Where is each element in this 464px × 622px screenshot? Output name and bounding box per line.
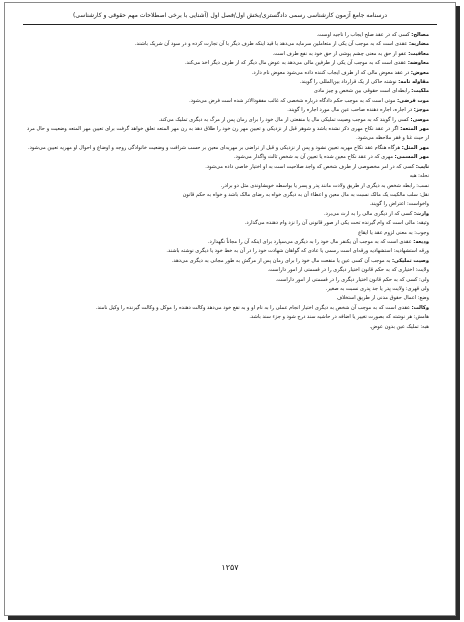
glossary-definition: عقدی است که به موجب آن یکی از طرفین مالی می‌دهد به عوض مال دیگر که از طرف دیگر اخذ می‌کند. (184, 60, 408, 67)
glossary-definition: مهری که در عقد نکاح معین شده یا تعیین آن به شخص ثالث واگذار می‌شود. (234, 154, 395, 161)
glossary-definition: موتی است که به موجب حکم دادگاه درباره شخصی که غائب مفقودالاثر شده است فرض می‌شود. (189, 97, 398, 104)
glossary-definition: نحله: هبه (409, 173, 429, 180)
glossary-entry (27, 229, 429, 238)
glossary-entry (27, 31, 429, 40)
glossary-entry (27, 210, 429, 219)
glossary-definition: نوشته حاکی از یک قرارداد بین‌المللی را گویند. (299, 79, 399, 86)
glossary-term: معاوضه: (407, 60, 429, 67)
glossary-entry (27, 97, 429, 106)
glossary-entry (27, 266, 429, 275)
page-number: ۱۲۵۷ (221, 563, 239, 572)
glossary-term: ودیعه: (413, 238, 429, 245)
glossary-entry (27, 87, 429, 96)
glossary-definition: وجوب: به معنی لزوم عقد یا ایقاع (358, 229, 429, 236)
glossary-entry (27, 304, 429, 313)
glossary-entry (27, 285, 429, 294)
glossary-term: مصالح: (411, 32, 429, 38)
glossary-term: موت فرضی: (397, 97, 429, 104)
glossary-term: ملکیت: (411, 88, 429, 95)
glossary-term: معوض: (410, 69, 429, 76)
glossary-term: وکالت: (411, 304, 429, 311)
glossary-entry (27, 294, 429, 303)
glossary-entry (27, 125, 429, 144)
header-rule (23, 24, 437, 25)
glossary-entry (27, 323, 429, 332)
glossary-entry (27, 40, 429, 49)
glossary-entry (27, 219, 429, 228)
glossary-term: موجز: (413, 107, 429, 114)
glossary-definition: ولایت: اختیاری که به حکم قانون اختیار دیگری را در قسمتی از امور داراست. (267, 267, 429, 274)
glossary-entry (27, 163, 429, 172)
document-page (4, 2, 456, 616)
glossary-body (27, 31, 429, 332)
glossary-definition: ورقه استشهادیه: استشهادیه ورقه‌ای است رسمی یا عادی که گواهان شهادت خود را در آن به خط خود یا دیگری نوشته باشند. (166, 248, 429, 255)
glossary-definition: کسی که در عقد صلح ایجاب را ناجیه اوست. (316, 32, 412, 38)
glossary-entry (27, 313, 429, 322)
glossary-term: موصی: (410, 116, 429, 123)
glossary-term: وارث: (413, 210, 429, 217)
glossary-term: معافیت: (408, 50, 429, 57)
glossary-term: مضاربه: (408, 41, 429, 48)
glossary-definition: عقدی است که به موجب آن شخص به دیگری اختیار انجام عملی را به نام او و به نفع خود می‌دهد وکالت دهنده را موکل و وکالت گیرنده را وکیل نامند. (95, 304, 412, 311)
glossary-entry (27, 50, 429, 59)
glossary-definition: هرگاه هنگام عقد نکاح مهریه تعیین نشود و پس از نزدیکی و قبل از تراضی بر مهریه‌ای معین بر حسب شرافت و وضعیت خانوادگی زوجه و اوضاع و احوال او مهریه تعیین می‌شود. (28, 144, 402, 151)
glossary-entry (27, 238, 429, 247)
glossary-entry (27, 182, 429, 191)
glossary-entry (27, 144, 429, 153)
glossary-definition: عفو از حق به معنی چشم پوشی از حق خود به نفع طرف است. (272, 50, 409, 57)
glossary-entry (27, 69, 429, 78)
glossary-definition: عقدی است که به موجب آن یکنفر مال خود را به دیگری می‌سپارد برای اینکه آن را مجاناً نگهدارد. (207, 238, 414, 245)
glossary-definition: نقل: سلب مالکیت یک مالک نسبت به مال معین و اعطاء آن به دیگری خواه به رضای مالک باشد و خواه به حکم قانون (182, 191, 429, 198)
glossary-definition: در عقد معوض مالی که از طرف ایجاب کننده داده می‌شود معوض نام دارد. (251, 69, 411, 76)
glossary-term: مقاوله نامه: (398, 79, 429, 86)
glossary-definition: ولی: کسی که به حکم قانون اختیار دیگری را در قسمتی از امور داراست. (275, 276, 429, 283)
glossary-definition: ولی قهری: ولایت پدر یا جد پدری نسبت به صغیر. (325, 285, 429, 292)
glossary-definition: اگر در عقد نکاح مهری ذکر نشده باشد و شوهر قبل از نزدیکی و تعیین مهر زن خود را طلاق دهد به زن مهر المتعه تعلق خواهد گرفت برای تعیین مهر المتعه وضعیت و حال مرد از حیث غنا و فقر ملاحظه می‌شود. (27, 126, 429, 142)
glossary-definition: کسی که از دیگری مالی را به ارث می‌برد. (324, 210, 414, 217)
glossary-term: وصیت تملیکی: (392, 257, 429, 264)
glossary-entry (27, 257, 429, 266)
glossary-definition: رابطه‌ای است حقوقی بین شخص و چیز مادی (313, 88, 412, 95)
glossary-entry (27, 172, 429, 181)
glossary-term: مهر المسمی: (394, 154, 429, 161)
glossary-entry (27, 106, 429, 115)
glossary-entry (27, 116, 429, 125)
glossary-term: مهر المثل: (401, 144, 429, 151)
glossary-definition: هبه: تملیک عین بدون عوض. (369, 323, 429, 330)
glossary-entry (27, 153, 429, 162)
glossary-definition: وثیقه: مالی است که وام گیرنده تحت یکی از صور قانونی آن را نزد وام دهنده می‌گذارد. (244, 220, 429, 227)
glossary-term: نایب: (415, 163, 429, 170)
glossary-term: مهر المتعه: (400, 126, 429, 133)
glossary-definition: کسی را گویند که به موجب وصیت تملیکی مال یا منفعتی از مال خود را برای زمان پس از مرگ به دیگری تملیک می‌کند. (158, 116, 411, 123)
glossary-definition: به موجب آن کسی عین یا منفعت مال خود را برای زمان پس از مرگش به طور مجانی به دیگری می‌دهد. (171, 257, 393, 264)
glossary-entry (27, 276, 429, 285)
glossary-definition: هامش: هر نوشته که بصورت تغییر یا اضافه در حاشیه سند درج شود و جزء سند باشد. (249, 314, 429, 321)
glossary-entry (27, 200, 429, 209)
glossary-entry (27, 191, 429, 200)
glossary-entry (27, 247, 429, 256)
glossary-definition: واخواست: اعتراض را گویند. (369, 201, 429, 208)
glossary-definition: نسب: رابطه شخص به دیگری از طریق ولادت مانند پدر و پسر یا بواسطه خویشاوندی مثل دو برادر. (220, 182, 429, 189)
glossary-definition: کسی که در امر مخصوصی از طرف شخص که واجد صلاحیت است به او اختیار خاصی داده می‌شود. (205, 163, 416, 170)
glossary-definition: وضع: اعمال حقوق مدنی از طریق استخلاف (336, 295, 429, 302)
glossary-definition: در اجاره، اجاره دهنده صاحب عین مال مورد اجاره را گویند. (287, 107, 414, 114)
running-header: درسنامه جامع آزمون کارشناسی رسمی دادگستری/بخش اول/فصل اول (آشنایی با برخی اصطلاحات مهم حقوقی و کارشناسی) (72, 12, 388, 19)
glossary-entry (27, 59, 429, 68)
glossary-entry (27, 78, 429, 87)
glossary-definition: عقدی است که به موجب آن یکی از متعاملین سرمایه می‌دهد با قید اینکه طرف دیگر با آن تجارت کرده و در سود آن شریک باشند. (134, 41, 409, 48)
